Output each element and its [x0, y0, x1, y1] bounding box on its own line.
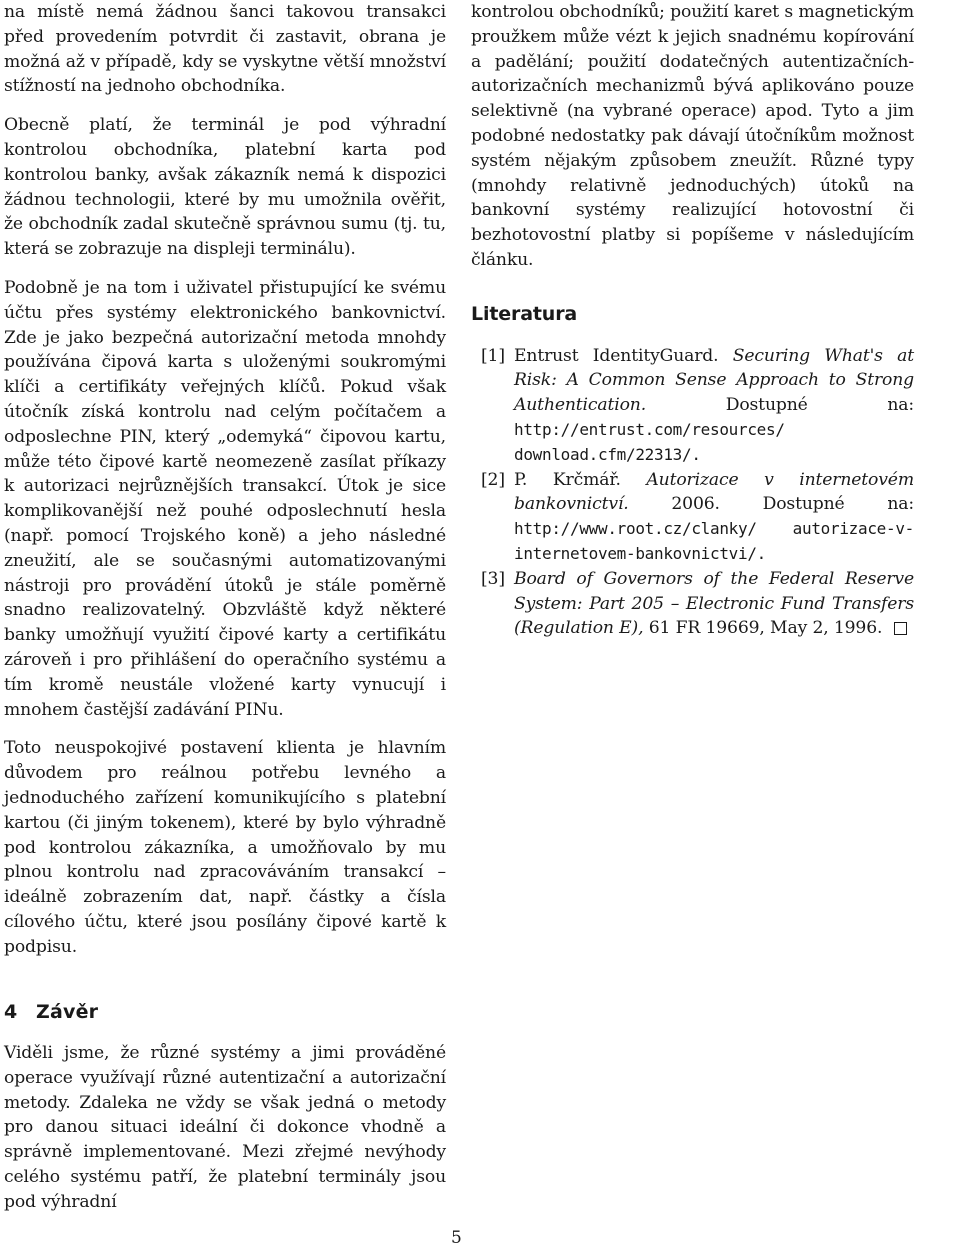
paragraph-terminal-control: Obecně platí, že terminál je pod výhradní kontrolou obchodníka, platební karta pod kontrolou banky, avšak zákazník nemá k dispozici žádnou technologii, které by mu umožnila ověřit, že obchodník zadal skutečně správnou sumu (tj. tu, která se zobrazuje na displeji terminálu).	[4, 115, 446, 260]
conclusion-body	[4, 1041, 446, 1215]
reference-item	[471, 567, 914, 641]
reference-text	[514, 468, 914, 567]
section-number: 4	[4, 1001, 18, 1023]
page-number: 5	[451, 1228, 462, 1248]
paragraph-conclusion: Viděli jsme, že různé systémy a jimi prováděné operace využívají různé autentizační a autorizační metody. Zdaleka ne vždy se však jedná o metody pro danou situaci ideální či dokonce vhodně a správně implementované. Mezi zřejmé nevýhody celého systému patří, že platební terminály jsou pod výhradní	[4, 1043, 446, 1212]
section-title: Závěr	[36, 1001, 99, 1023]
reference-available: 2006. Dostupné na:	[671, 494, 914, 515]
reference-item	[471, 468, 914, 567]
reference-title: Autorizace v internetovém bankovnictví.	[514, 469, 914, 515]
reference-text	[514, 567, 914, 641]
literature-heading: Literatura	[471, 302, 578, 325]
reference-prefix: Entrust IdentityGuard.	[514, 345, 719, 366]
reference-item	[471, 344, 914, 468]
right-column	[471, 0, 914, 641]
reference-suffix: 61 FR 19669, May 2, 1996.	[648, 618, 883, 639]
section-heading-conclusion	[4, 1001, 98, 1023]
reference-title: Securing What's at Risk: A Common Sense Approach to Strong Authentication.	[514, 345, 914, 416]
reference-label: [2]	[481, 469, 505, 490]
paragraph-continuation: na místě nemá žádnou šanci takovou transakci před provedením potvrdit či zastavit, obrana je možná až v případě, kdy se vyskytne větší množství stížností na jednoho obchodníka.	[4, 2, 446, 97]
reference-available: Dostupné na:	[725, 395, 914, 416]
left-column	[4, 0, 446, 959]
paragraph-conclusion-continued: kontrolou obchodníků; použití karet s magnetickým proužkem může vézt k jejich snadnému kopírování a padělání; použití dodatečných autentizačních-autorizačních mechanizmů bývá aplikováno pouze selektivně (na vybrané operace) apod. Tyto a jim podobné nedostatky pak dávají útočníkům možnost systém nějakým způsobem zneužít. Různé typy (mnohdy relativně jednoduchých) útoků na bankovní systémy realizující hotovostní či bezhotovostní platby si popíšeme v následujícím článku.	[471, 2, 914, 270]
paragraph-internet-banking: Podobně je na tom i uživatel přistupující ke svému účtu přes systémy elektronického bankovnictví. Zde je jako bezpečná autorizační metoda mnohdy používána čipová karta s uloženými soukromými klíči a certifikáty veřejných klíčů. Pokud však útočník získá kontrolu nad celým počítačem a odposlechne PIN, který „odemyká“ čipovou kartu, může této čipové kartě neomezeně zasílat příkazy k autorizaci nejrůznějších transakcí. Útok je sice komplikovanější než pouhé odposlechnutí hesla (např. pomocí Trojského koně) a jeho následné zneužití, ale se současnými automatizovanými nástroji pro provádění útoků je stále poměrně snadno realizovatelný. Obzvláště když některé banky umožňují využití čipové karty a certifikátu zároveň i pro přihlášení do operačního systému a tím kromě neustále vložené karty vynucují i mnohem častější zadávání PINu.	[4, 277, 446, 720]
reference-title: Board of Governors of the Federal Reserve System: Part 205 – Electronic Fund Transfers (Regulation E),	[514, 568, 914, 639]
reference-label: [1]	[481, 345, 505, 366]
reference-text	[514, 344, 914, 468]
paragraph-client-position: Toto neuspokojivé postavení klienta je hlavním důvodem pro reálnou potřebu levného a jednoduchého zařízení komunikujícího s platební kartou (či jiným tokenem), které by bylo výhradně pod kontrolou zákazníka, a umožňovalo by mu plnou kontrolu nad zpracováváním transakcí – ideálně zobrazením dat, např. částky a čísla cílového účtu, které jsou posílány čipové kartě k podpisu.	[4, 738, 446, 957]
end-of-article-square-icon	[894, 622, 907, 635]
reference-label: [3]	[481, 568, 505, 589]
reference-url[interactable]: http://www.root.cz/clanky/ autorizace-v-internetovem-bankovnictvi/.	[514, 519, 914, 563]
reference-url[interactable]: http://entrust.com/resources/ download.cfm/22313/.	[514, 419, 785, 464]
reference-prefix: P. Krčmář.	[514, 469, 621, 490]
